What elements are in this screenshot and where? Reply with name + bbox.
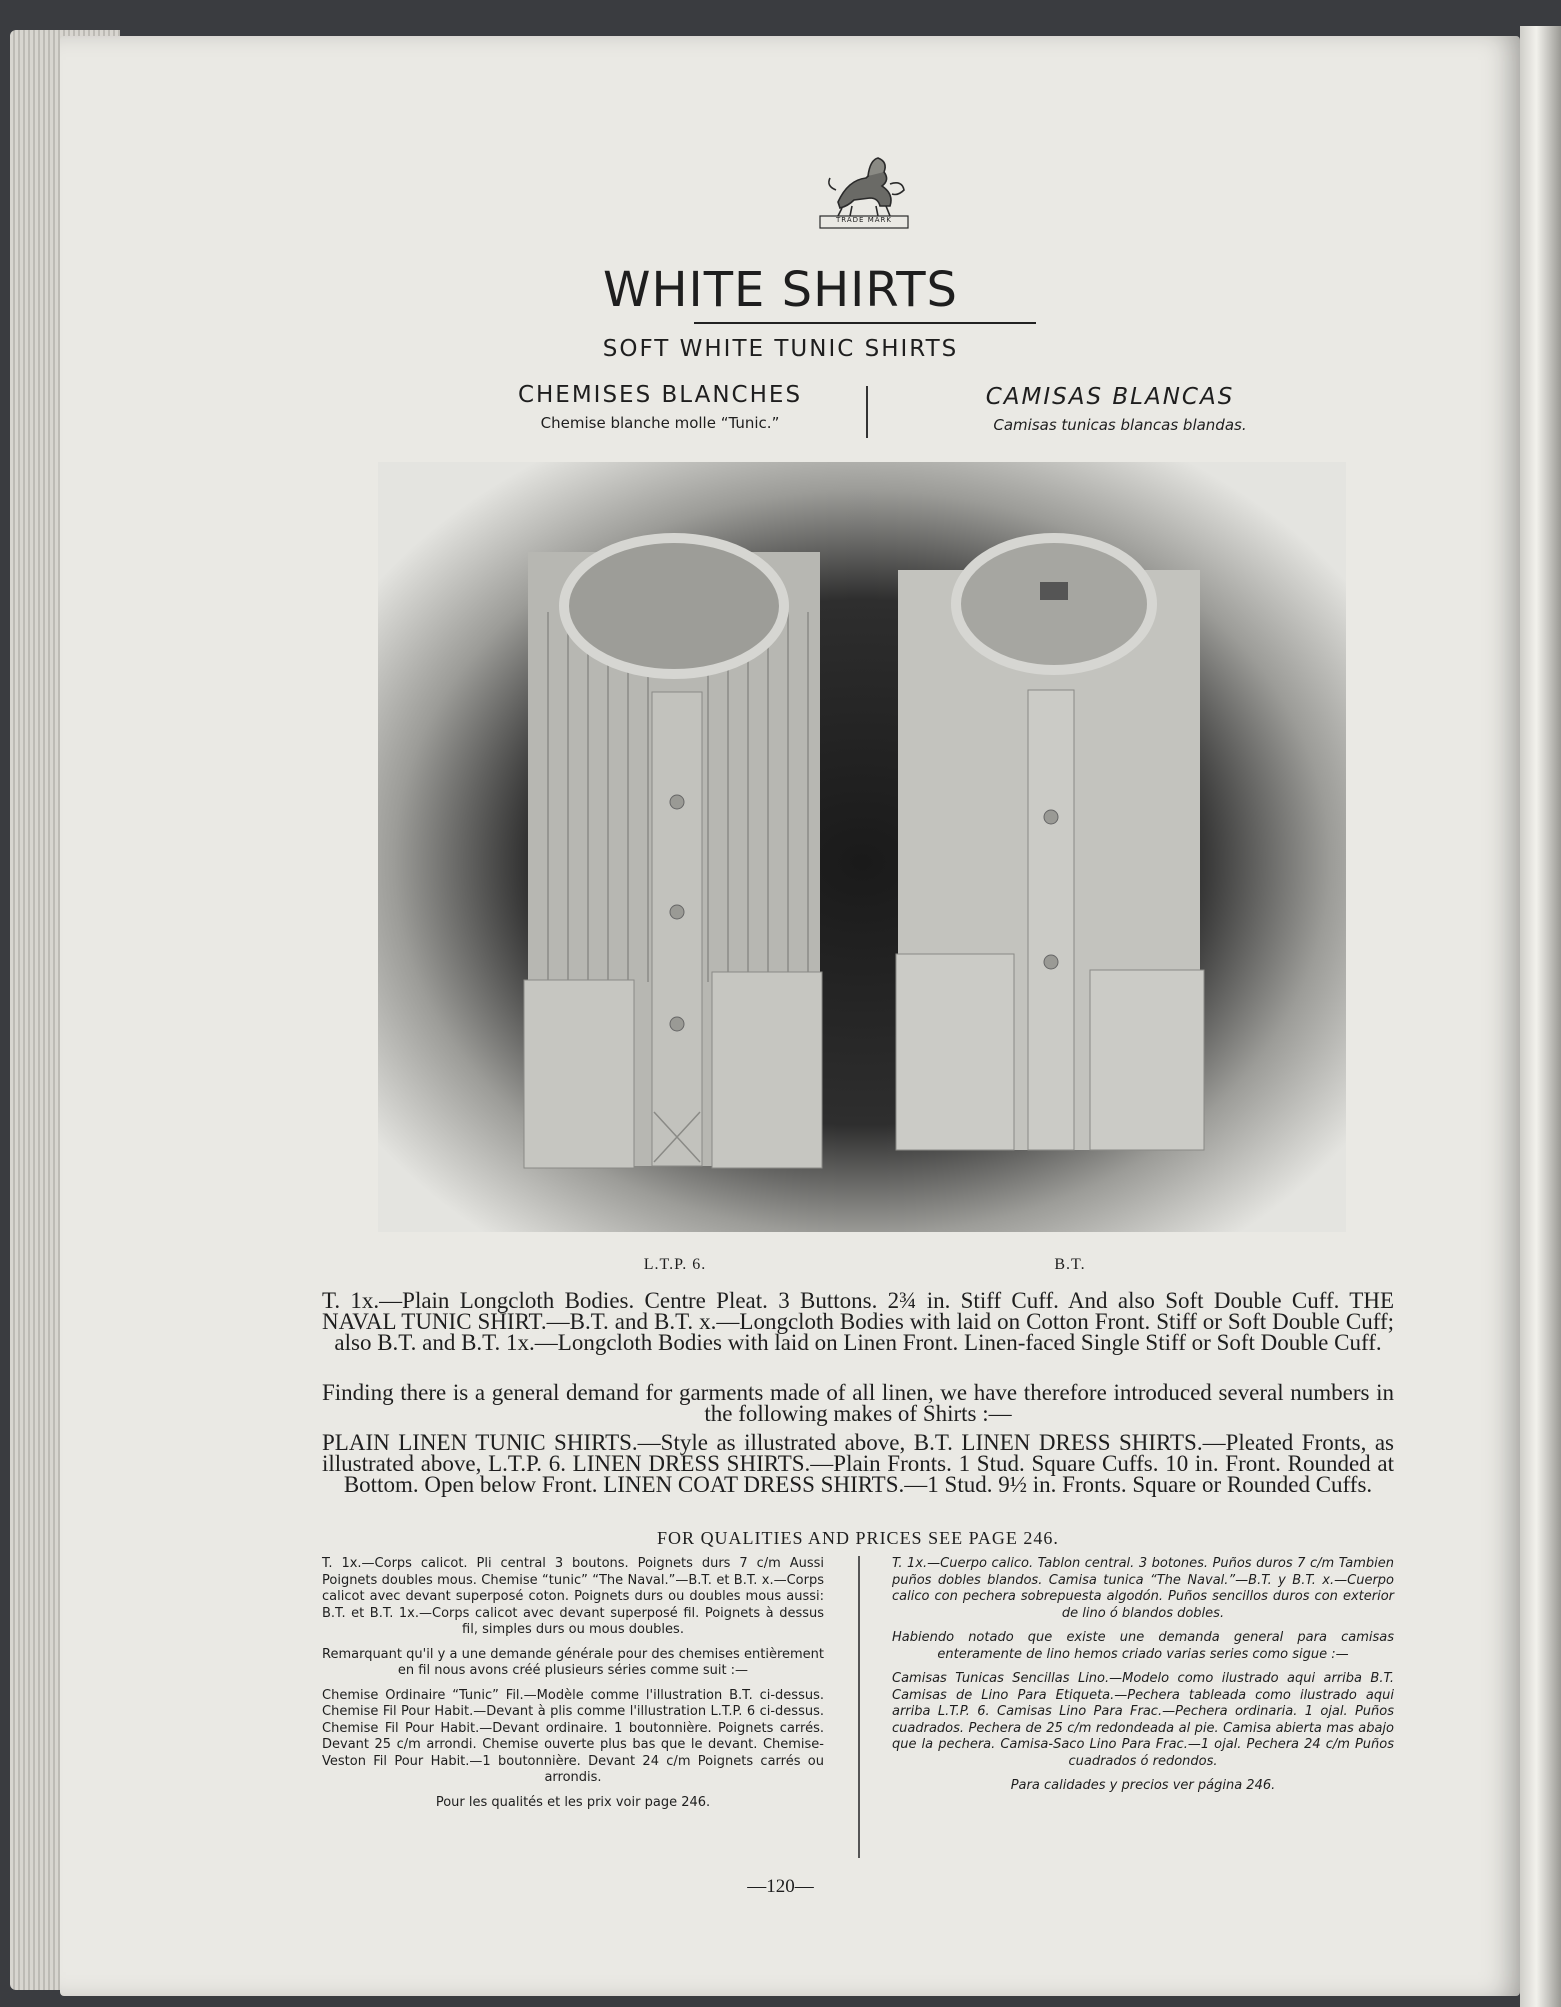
column-divider-top [866,386,868,438]
spanish-heading: CAMISAS BLANCAS [985,384,1235,410]
english-paragraph-2: Finding there is a general demand for garments made of all linen, we have therefore introduced several numbers in the following makes of Shirts :— [322,1380,1394,1426]
french-paragraph-2: Remarquant qu'il y a une demande générale pour des chemises entièrement en fil nous avons créé plusieurs séries comme suit :— [322,1646,824,1678]
title-underline [694,322,1036,324]
pleated-shirt-ltp6 [524,538,822,1168]
page-title: WHITE SHIRTS [603,262,958,318]
french-paragraph-3: Chemise Ordinaire “Tunic” Fil.—Modèle comme l'illustration B.T. ci-dessus. Chemise Fil Pour Habit.—Devant à plis comme l'illustration L.T.P. 6 ci-dessus. Chemise Fil Pour Habit.—Devant ordinaire. 1 boutonnière. Poignets carrés. Devant 25 c/m arrondi. Chemise ouverte plus bas que le devant. Chemise-Veston Fil Pour Habit.—1 boutonnière. Devant 24 c/m Poignets carrés ou arrondis. [322,1687,824,1785]
english-paragraph-1: T. 1x.—Plain Longcloth Bodies. Centre Pleat. 3 Buttons. 2¾ in. Stiff Cuff. And also Soft Double Cuff. THE NAVAL TUNIC SHIRT.—B.T. and B.T. x.—Longcloth Bodies with laid on Cotton Front. Stiff or Soft Double Cuff; also B.T. and B.T. 1x.—Longcloth Bodies with laid on Linen Front. Linen-faced Single Stiff or Soft Double Cuff. [322,1288,1394,1355]
french-prices-note: Pour les qualités et les prix voir page 246. [435,1794,711,1810]
shirts-photograph [378,462,1346,1232]
spanish-paragraph-3: Camisas Tunicas Sencillas Lino.—Modelo como ilustrado aqui arriba B.T. Camisas de Lino Para Etiqueta.—Pechera tableada como ilustrado aqui arriba L.T.P. 6. Camisas Lino Para Frac.—Pechera ordinaria. 1 ojal. Puños cuadrados. Pechera de 25 c/m redondeada al pie. Camisa abierta mas abajo que la pechera. Camisa-Saco Lino Para Frac.—1 ojal. Pechera 24 c/m Puños cuadrados ó redondos. [892,1671,1394,1769]
page-subtitle: SOFT WHITE TUNIC SHIRTS [602,336,959,362]
spanish-paragraph-1: T. 1x.—Cuerpo calico. Tablon central. 3 botones. Puños duros 7 c/m Tambien puños dobles blandos. Camisa tunica “The Naval.”—B.T. y B.T. x.—Cuerpo calico con pechera sobrepuesta algodón. Puños sencillos duros con exterior de lino ó blandos dobles. [892,1556,1394,1621]
spanish-paragraph-2: Habiendo notado que existe une demanda general para camisas enteramente de lino hemos criado varias series como sigue :— [892,1630,1394,1662]
caption-ltp6: L.T.P. 6. [643,1256,707,1273]
page-number: —120— [747,1876,814,1897]
spanish-subheading: Camisas tunicas blancas blandas. [993,416,1247,434]
book-spine-edge [1520,26,1561,2007]
french-paragraph-1: T. 1x.—Corps calicot. Pli central 3 boutons. Poignets durs 7 c/m Aussi Poignets doubles mous. Chemise “tunic” “The Naval.”—B.T. et B.T. x.—Corps calicot avec devant superposé coton. Poignets durs ou doubles mous aussi: B.T. et B.T. 1x.—Corps calicot avec devant superposé fil. Poignets à dessus fil, simples durs ou mous doubles. [322,1556,824,1637]
trade-mark-label: TRADE MARK [836,216,892,224]
english-paragraph-3: PLAIN LINEN TUNIC SHIRTS.—Style as illustrated above, B.T. LINEN DRESS SHIRTS.—Pleated Fronts, as illustrated above, L.T.P. 6. LINEN DRESS SHIRTS.—Plain Fronts. 1 Stud. Square Cuffs. 10 in. Front. Rounded at Bottom. Open below Front. LINEN COAT DRESS SHIRTS.—1 Stud. 9½ in. Fronts. Square or Rounded Cuffs. [322,1430,1394,1497]
tunic-shirt-bt [896,538,1204,1150]
english-qualities-note: FOR QUALITIES AND PRICES SEE PAGE 246. [657,1528,1059,1548]
french-heading: CHEMISES BLANCHES [517,382,803,408]
spanish-prices-note: Para calidades y precios ver página 246. [1010,1778,1276,1793]
caption-bt: B.T. [1054,1256,1086,1273]
french-subheading: Chemise blanche molle “Tunic.” [540,414,780,432]
spanish-text-column [892,1556,1394,1803]
french-text-column [322,1556,824,1819]
column-divider-bottom [858,1556,860,1858]
